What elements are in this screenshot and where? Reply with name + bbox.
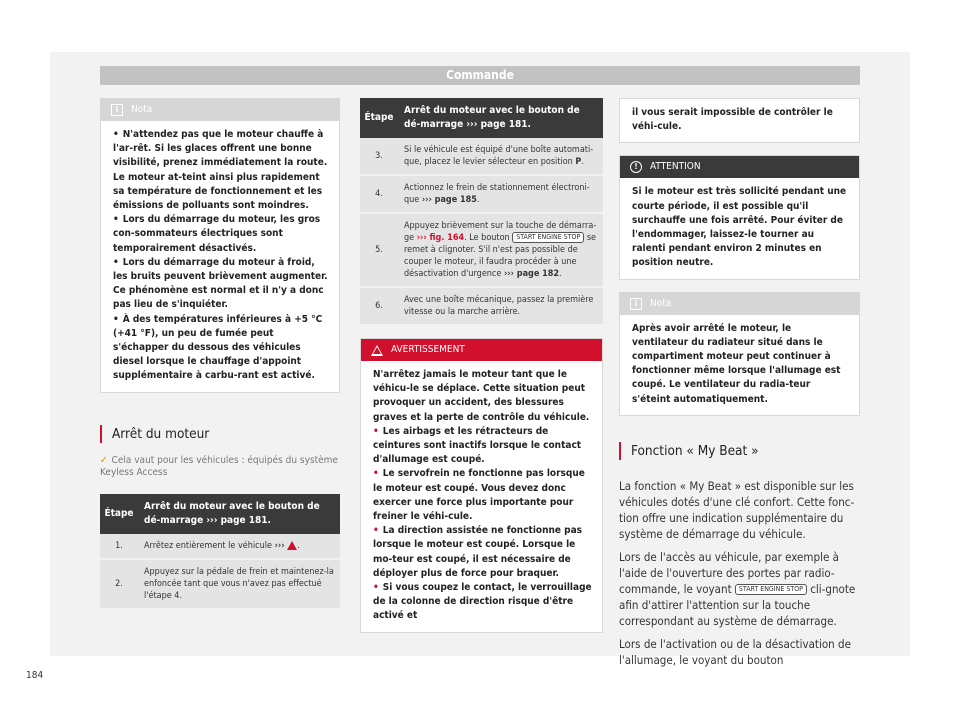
warning-icon	[371, 345, 383, 356]
exclamation-icon: !	[630, 161, 642, 173]
page-header	[100, 66, 860, 85]
info-icon: i	[111, 104, 123, 116]
attention-box	[619, 155, 860, 279]
bullet-icon: •	[373, 525, 379, 537]
header-title: Commande	[446, 68, 514, 82]
warning-bullet: • La direction assistée ne fonctionne pas lorsque le moteur est coupé. Lorsque le mo-teur est coupé, il est nécessaire de déployer plus de force pour braquer.	[373, 525, 582, 579]
note-header	[101, 99, 339, 121]
table-row: 2. Appuyez sur la pédale de frein et maintenez-la enfoncée tant que vous n'avez pas effectué l'étape 4.	[100, 559, 340, 609]
note-title: Nota	[131, 104, 153, 115]
col-step-header: Étape	[360, 98, 398, 138]
warning-triangle-icon	[287, 541, 297, 550]
warning-body: N'arrêtez jamais le moteur tant que le véhicu-le se déplace. Cette situation peut provoquer un accident, des blessures graves et la perte de contrôle du véhicule. • Les airbags et les rétracteurs de ceintures sont inactifs lorsque le contact d'allumage est coupé. • Le servofrein ne fonctionne pas lorsque le moteur est coupé. Vous devez donc exercer une force plus importante pour freiner le véhi-cule. • La direction assistée ne fonctionne pas lorsque le moteur est coupé. Lorsque le mo-teur est coupé, il est nécessaire de déployer plus de force pour braquer. • Si vous coupez le contact, le verrouillage de la colonne de direction risque d'être activé et	[361, 361, 602, 632]
paragraph: La fonction « My Beat » est disponible sur les véhicules dotés d'une clé confort. Cette fonc-tion offre une indication supplémentaire du système de démarrage du véhicule.	[619, 478, 855, 542]
attention-body: Si le moteur est très sollicité pendant une courte période, il est possible qu'il surchauffe une fois arrêté. Pour éviter de l'endommager, laissez-le tourner au ralenti pendant environ 2 minutes en position neutre.	[632, 186, 847, 269]
bullet-icon: •	[373, 582, 379, 594]
bullet-icon: •	[113, 313, 119, 325]
table-header-row	[360, 98, 603, 138]
warning-title: AVERTISSEMENT	[391, 344, 465, 355]
warning-bullet: • Le servofrein ne fonctionne pas lorsque le moteur est coupé. Vous devez donc exercer une force plus importante pour freiner le véhi-cule.	[373, 468, 585, 523]
note-bullet: • Lors du démarrage du moteur à froid, les bruits peuvent brièvement augmenter. Ce phénomène est normal et il n'y a donc pas lieu de s'inquiéter.	[113, 256, 328, 311]
bullet-icon: •	[113, 256, 119, 268]
start-engine-stop-key: START ENGINE STOP	[512, 232, 584, 243]
page-number: 184	[26, 670, 44, 681]
col-action-header: Arrêt du moteur avec le bouton de dé-marrage ››› page 181.	[398, 98, 603, 138]
note-bullet: • N'attendez pas que le moteur chauffe à l'ar-rêt. Si les glaces offrent une bonne visibilité, prenez immédiatement la route. Le moteur at-teint ainsi plus rapidement sa température de fonctionnement et les émissions de polluants sont moindres.	[113, 129, 328, 212]
page-ref-link[interactable]: ›››	[274, 540, 285, 551]
note-body: Après avoir arrêté le moteur, le ventilateur du radiateur situé dans le compartiment moteur peut continuer à fonctionner même lorsque l'allumage est coupé. Le ventilateur du radia-teur s'éteint automatiquement.	[632, 322, 841, 405]
page-ref-link[interactable]: ››› page 185	[421, 195, 477, 205]
column-1	[100, 98, 340, 610]
start-engine-stop-key: START ENGINE STOP	[735, 584, 807, 595]
section-title-my-beat: Fonction « My Beat »	[619, 442, 860, 460]
note-box	[100, 98, 340, 393]
col-action-header: Arrêt du moteur avec le bouton de dé-marrage ››› page 181.	[138, 494, 340, 534]
steps-table-2	[360, 98, 603, 326]
table-row: 5. Appuyez brièvement sur la touche de démarra-ge ››› fig. 164. Le bouton START ENGINE STOP se remet à clignoter. S'il n'est pas possible de couper le moteur, il faudra procéder à une désactivation d'urgence ››› page 182.	[360, 213, 603, 287]
bullet-icon: •	[373, 425, 379, 437]
info-icon: i	[630, 298, 642, 310]
note-header	[620, 293, 859, 315]
attention-header	[620, 156, 859, 178]
page-ref-link[interactable]: ››› page 182	[503, 269, 560, 279]
note-body	[101, 121, 339, 392]
bullet-icon: •	[113, 214, 119, 226]
note-title: Nota	[650, 297, 672, 309]
check-icon: ✓	[100, 454, 108, 466]
note-box-2	[619, 292, 860, 416]
table-row: 1. Arrêtez entièrement le véhicule ››› .	[100, 534, 340, 559]
bullet-icon: •	[373, 468, 379, 480]
bullet-icon: •	[113, 129, 119, 140]
figure-ref-link[interactable]: ››› fig. 164	[416, 233, 465, 243]
note-bullet: • Lors du démarrage du moteur, les gros con-sommateurs électriques sont temporairement désactivés.	[113, 214, 321, 254]
table-row: 4. Actionnez le frein de stationnement électroni-que ››› page 185.	[360, 175, 603, 213]
table-header-row	[100, 494, 340, 534]
validity-note: ✓ Cela vaut pour les véhicules : équipés du système Keyless Access	[100, 454, 338, 479]
warning-bullet: • Les airbags et les rétracteurs de ceintures sont inactifs lorsque le contact d'allumage est coupé.	[373, 425, 582, 466]
warning-continuation-body: il vous serait impossible de contrôler le véhi-cule.	[632, 107, 833, 133]
column-3	[619, 98, 860, 674]
note-bullet: • À des températures inférieures à +5 °C (+41 °F), un peu de fumée peut s'échapper du dessous des véhicules diesel lorsque le chauffage d'appoint supplémentaire à carbu-rant est activé.	[113, 313, 323, 382]
warning-header	[361, 339, 602, 361]
steps-table-1	[100, 494, 340, 610]
warning-box	[360, 338, 603, 633]
section-title-arret: Arrêt du moteur	[100, 425, 340, 443]
column-2	[360, 98, 603, 633]
table-row: 3. Si le véhicule est équipé d'une boîte automati-que, placez le levier sélecteur en position P.	[360, 138, 603, 175]
table-row: 6. Avec une boîte mécanique, passez la première vitesse ou la marche arrière.	[360, 287, 603, 325]
paragraph: Lors de l'activation ou de la désactivation de l'allumage, le voyant du bouton	[619, 636, 851, 667]
col-step-header: Étape	[100, 494, 138, 534]
page-sheet	[26, 52, 910, 681]
attention-title: ATTENTION	[650, 161, 701, 173]
warning-continuation-box	[619, 98, 860, 143]
warning-bullet: • Si vous coupez le contact, le verrouillage de la colonne de direction risque d'être activé et	[373, 582, 592, 622]
paragraph: Lors de l'accès au véhicule, par exemple à l'aide de l'ouverture des portes par radio-commande, le voyant START ENGINE STOP cli-gnote afin d'attirer l'attention sur la touche correspondant au système de démarrage.	[619, 549, 856, 629]
